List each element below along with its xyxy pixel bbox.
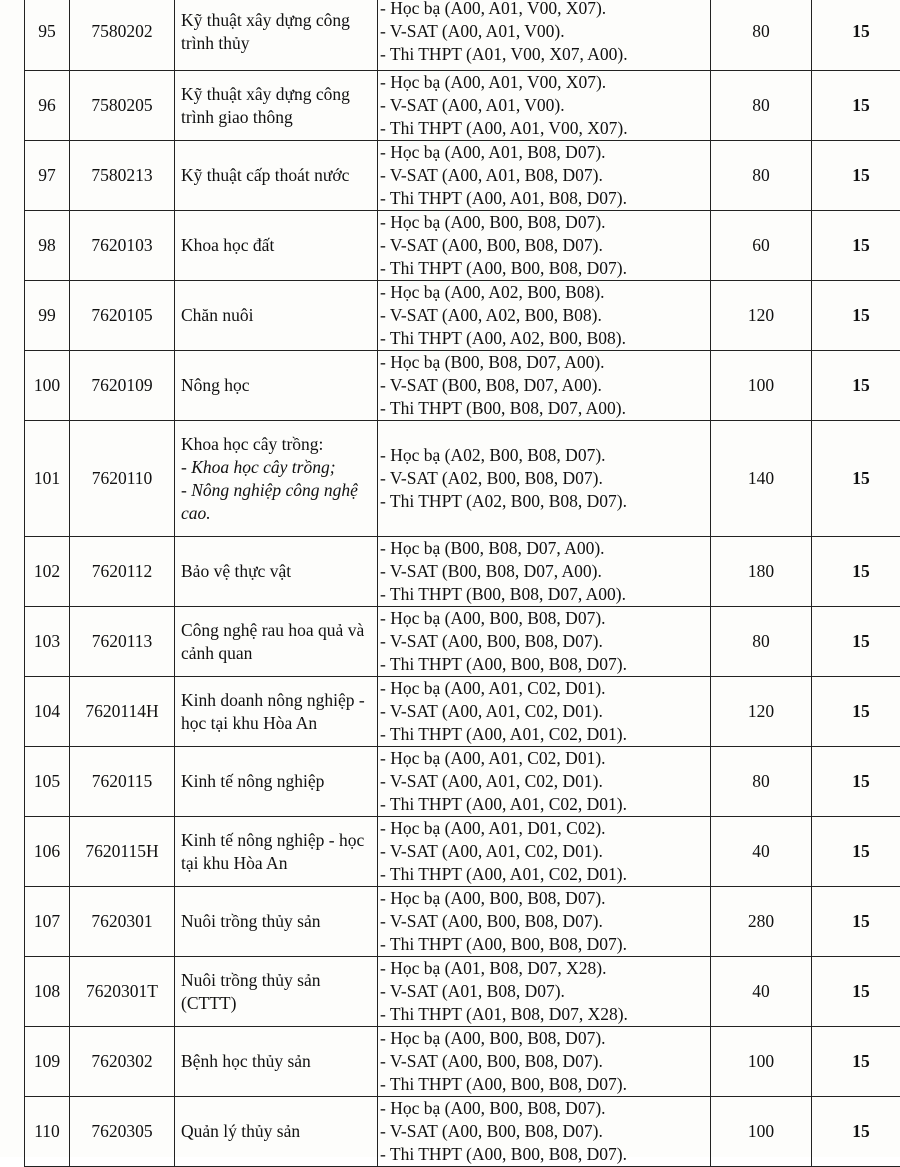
row-number: 109 — [25, 1027, 70, 1097]
major-name: Khoa học cây trồng: — [181, 433, 377, 456]
major-specialization: - Khoa học cây trồng; — [181, 456, 377, 479]
quota: 80 — [711, 747, 812, 817]
admission-method: - Thi THPT (A00, A01, C02, D01). — [380, 793, 710, 816]
admission-method: - Học bạ (A00, B00, B08, D07). — [380, 887, 710, 910]
major-code: 7620305 — [70, 1097, 175, 1167]
major-code: 7620103 — [70, 211, 175, 281]
major-name-cell — [175, 957, 378, 1027]
minimum-score: 15 — [812, 0, 900, 71]
admission-method: - Học bạ (A00, B00, B08, D07). — [380, 1027, 710, 1050]
major-name: Kỹ thuật cấp thoát nước — [181, 164, 377, 187]
major-name: Bệnh học thủy sản — [181, 1050, 377, 1073]
minimum-score: 15 — [812, 1027, 900, 1097]
admission-method: - Học bạ (A00, A01, B08, D07). — [380, 141, 710, 164]
admission-method: - Học bạ (B00, B08, D07, A00). — [380, 351, 710, 374]
major-code: 7620110 — [70, 421, 175, 537]
major-name-cell — [175, 887, 378, 957]
major-code: 7620113 — [70, 607, 175, 677]
row-number: 96 — [25, 71, 70, 141]
major-name: Nuôi trồng thủy sản (CTTT) — [181, 969, 377, 1015]
quota: 120 — [711, 677, 812, 747]
quota: 80 — [711, 141, 812, 211]
admission-method: - V-SAT (B00, B08, D07, A00). — [380, 374, 710, 397]
quota: 120 — [711, 281, 812, 351]
admission-methods-cell — [378, 1027, 711, 1097]
major-code: 7620112 — [70, 537, 175, 607]
table-row — [25, 0, 900, 71]
table-row — [25, 677, 900, 747]
admission-method: - Thi THPT (A01, B08, D07, X28). — [380, 1003, 710, 1026]
table-row — [25, 747, 900, 817]
table-row — [25, 537, 900, 607]
table-row — [25, 421, 900, 537]
minimum-score: 15 — [812, 421, 900, 537]
major-name-cell — [175, 537, 378, 607]
minimum-score: 15 — [812, 817, 900, 887]
table-row — [25, 957, 900, 1027]
admission-methods-cell — [378, 677, 711, 747]
major-specialization: - Nông nghiệp công nghệ cao. — [181, 479, 377, 525]
table-row — [25, 211, 900, 281]
row-number: 95 — [25, 0, 70, 71]
major-code: 7620114H — [70, 677, 175, 747]
admission-method: - Thi THPT (A01, V00, X07, A00). — [380, 43, 710, 66]
major-name-cell — [175, 351, 378, 421]
admission-method: - Thi THPT (A02, B00, B08, D07). — [380, 490, 710, 513]
minimum-score: 15 — [812, 747, 900, 817]
quota: 80 — [711, 71, 812, 141]
admission-method: - V-SAT (A00, A01, V00). — [380, 20, 710, 43]
major-name: Quản lý thủy sản — [181, 1120, 377, 1143]
admission-method: - V-SAT (A00, B00, B08, D07). — [380, 630, 710, 653]
admission-methods-cell — [378, 71, 711, 141]
admission-method: - Học bạ (A00, A01, D01, C02). — [380, 817, 710, 840]
minimum-score: 15 — [812, 71, 900, 141]
admission-table-body — [25, 0, 900, 1167]
row-number: 104 — [25, 677, 70, 747]
major-code: 7580205 — [70, 71, 175, 141]
admission-method: - Thi THPT (B00, B08, D07, A00). — [380, 397, 710, 420]
row-number: 105 — [25, 747, 70, 817]
minimum-score: 15 — [812, 677, 900, 747]
major-name-cell — [175, 1027, 378, 1097]
major-name: Nông học — [181, 374, 377, 397]
admission-method: - V-SAT (A01, B08, D07). — [380, 980, 710, 1003]
major-name: Chăn nuôi — [181, 304, 377, 327]
admission-method: - V-SAT (A00, A01, C02, D01). — [380, 700, 710, 723]
major-code: 7620105 — [70, 281, 175, 351]
admission-methods-cell — [378, 0, 711, 71]
admission-method: - Học bạ (A02, B00, B08, D07). — [380, 444, 710, 467]
admission-method: - Học bạ (A00, B00, B08, D07). — [380, 607, 710, 630]
admission-method: - Học bạ (A00, A01, V00, X07). — [380, 0, 710, 20]
row-number: 110 — [25, 1097, 70, 1167]
admission-method: - V-SAT (A00, B00, B08, D07). — [380, 234, 710, 257]
admission-method: - V-SAT (A00, B00, B08, D07). — [380, 1120, 710, 1143]
admission-method: - Học bạ (A00, B00, B08, D07). — [380, 211, 710, 234]
admission-method: - V-SAT (A00, A01, V00). — [380, 94, 710, 117]
quota: 140 — [711, 421, 812, 537]
major-name: Bảo vệ thực vật — [181, 560, 377, 583]
row-number: 97 — [25, 141, 70, 211]
major-name-cell — [175, 141, 378, 211]
major-name-cell — [175, 281, 378, 351]
admission-method: - V-SAT (A00, B00, B08, D07). — [380, 910, 710, 933]
minimum-score: 15 — [812, 141, 900, 211]
row-number: 103 — [25, 607, 70, 677]
quota: 40 — [711, 957, 812, 1027]
admission-method: - Học bạ (A01, B08, D07, X28). — [380, 957, 710, 980]
major-code: 7620301 — [70, 887, 175, 957]
table-row — [25, 71, 900, 141]
admission-method: - Thi THPT (A00, A01, C02, D01). — [380, 863, 710, 886]
major-name: Kinh tế nông nghiệp — [181, 770, 377, 793]
admission-method: - V-SAT (A00, B00, B08, D07). — [380, 1050, 710, 1073]
minimum-score: 15 — [812, 1097, 900, 1167]
table-row — [25, 607, 900, 677]
major-name-cell — [175, 817, 378, 887]
minimum-score: 15 — [812, 607, 900, 677]
major-name-cell — [175, 421, 378, 537]
row-number: 99 — [25, 281, 70, 351]
major-code: 7620115 — [70, 747, 175, 817]
admission-method: - V-SAT (A00, A01, C02, D01). — [380, 770, 710, 793]
table-row — [25, 1027, 900, 1097]
admission-method: - Thi THPT (A00, A02, B00, B08). — [380, 327, 710, 350]
minimum-score: 15 — [812, 281, 900, 351]
minimum-score: 15 — [812, 211, 900, 281]
row-number: 101 — [25, 421, 70, 537]
admission-method: - Học bạ (B00, B08, D07, A00). — [380, 537, 710, 560]
quota: 80 — [711, 607, 812, 677]
major-name-cell — [175, 0, 378, 71]
admission-methods-cell — [378, 957, 711, 1027]
row-number: 98 — [25, 211, 70, 281]
major-code: 7620115H — [70, 817, 175, 887]
major-name: Kinh doanh nông nghiệp - học tại khu Hòa An — [181, 689, 377, 735]
row-number: 100 — [25, 351, 70, 421]
admission-methods-cell — [378, 1097, 711, 1167]
major-name-cell — [175, 211, 378, 281]
admission-method: - Thi THPT (A00, B00, B08, D07). — [380, 933, 710, 956]
major-name: Kỹ thuật xây dựng công trình thủy — [181, 9, 377, 55]
admission-method: - Học bạ (A00, A01, V00, X07). — [380, 71, 710, 94]
row-number: 106 — [25, 817, 70, 887]
admission-methods-cell — [378, 747, 711, 817]
table-row — [25, 281, 900, 351]
admission-method: - Thi THPT (A00, B00, B08, D07). — [380, 257, 710, 280]
admission-methods-cell — [378, 421, 711, 537]
minimum-score: 15 — [812, 351, 900, 421]
admission-method: - Học bạ (A00, B00, B08, D07). — [380, 1097, 710, 1120]
table-row — [25, 141, 900, 211]
table-row — [25, 351, 900, 421]
quota: 100 — [711, 1027, 812, 1097]
minimum-score: 15 — [812, 957, 900, 1027]
admission-methods-cell — [378, 887, 711, 957]
major-name-cell — [175, 607, 378, 677]
admission-methods-cell — [378, 537, 711, 607]
admission-method: - Thi THPT (B00, B08, D07, A00). — [380, 583, 710, 606]
admission-method: - Thi THPT (A00, B00, B08, D07). — [380, 653, 710, 676]
admission-method: - V-SAT (A00, A02, B00, B08). — [380, 304, 710, 327]
row-number: 107 — [25, 887, 70, 957]
quota: 100 — [711, 1097, 812, 1167]
row-number: 102 — [25, 537, 70, 607]
major-name: Kỹ thuật xây dựng công trình giao thông — [181, 83, 377, 129]
admission-method: - Thi THPT (A00, B00, B08, D07). — [380, 1143, 710, 1166]
major-code: 7620109 — [70, 351, 175, 421]
admission-method: - Học bạ (A00, A01, C02, D01). — [380, 677, 710, 700]
major-name-cell — [175, 1097, 378, 1167]
admission-methods-cell — [378, 351, 711, 421]
row-number: 108 — [25, 957, 70, 1027]
table-row — [25, 817, 900, 887]
major-code: 7580202 — [70, 0, 175, 71]
admission-methods-cell — [378, 141, 711, 211]
major-code: 7580213 — [70, 141, 175, 211]
admission-method: - Thi THPT (A00, A01, B08, D07). — [380, 187, 710, 210]
major-name-cell — [175, 71, 378, 141]
admission-methods-cell — [378, 281, 711, 351]
quota: 80 — [711, 0, 812, 71]
admission-method: - Học bạ (A00, A02, B00, B08). — [380, 281, 710, 304]
major-name: Nuôi trồng thủy sản — [181, 910, 377, 933]
admission-method: - Thi THPT (A00, A01, V00, X07). — [380, 117, 710, 140]
admission-method: - V-SAT (B00, B08, D07, A00). — [380, 560, 710, 583]
major-code: 7620301T — [70, 957, 175, 1027]
admission-method: - V-SAT (A00, A01, C02, D01). — [380, 840, 710, 863]
quota: 100 — [711, 351, 812, 421]
minimum-score: 15 — [812, 537, 900, 607]
admission-method: - V-SAT (A00, A01, B08, D07). — [380, 164, 710, 187]
admission-method: - V-SAT (A02, B00, B08, D07). — [380, 467, 710, 490]
quota: 280 — [711, 887, 812, 957]
admission-methods-cell — [378, 211, 711, 281]
major-name-cell — [175, 747, 378, 817]
table-row — [25, 1097, 900, 1167]
quota: 40 — [711, 817, 812, 887]
major-name-cell — [175, 677, 378, 747]
admission-method: - Học bạ (A00, A01, C02, D01). — [380, 747, 710, 770]
major-code: 7620302 — [70, 1027, 175, 1097]
major-name: Công nghệ rau hoa quả và cảnh quan — [181, 619, 377, 665]
quota: 180 — [711, 537, 812, 607]
minimum-score: 15 — [812, 887, 900, 957]
quota: 60 — [711, 211, 812, 281]
admission-method: - Thi THPT (A00, A01, C02, D01). — [380, 723, 710, 746]
major-name: Kinh tế nông nghiệp - học tại khu Hòa An — [181, 829, 377, 875]
table-row — [25, 887, 900, 957]
admission-methods-cell — [378, 607, 711, 677]
admission-table — [24, 0, 900, 1167]
admission-method: - Thi THPT (A00, B00, B08, D07). — [380, 1073, 710, 1096]
admission-methods-cell — [378, 817, 711, 887]
major-name: Khoa học đất — [181, 234, 377, 257]
